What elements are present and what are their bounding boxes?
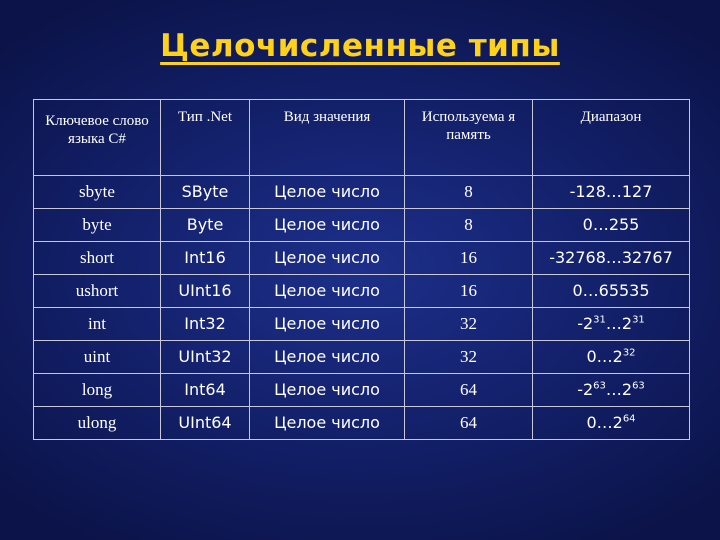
slide-title-text: Целочисленные типы	[160, 28, 560, 64]
cell-net-type: Int32	[161, 308, 250, 341]
range-sup: 31	[593, 314, 606, 326]
range-sup: 63	[593, 380, 606, 392]
range-base: -2	[577, 380, 594, 399]
cell-range	[533, 176, 690, 209]
cell-kind: Целое число	[250, 374, 405, 407]
cell-range	[533, 341, 690, 374]
cell-keyword: sbyte	[34, 176, 161, 209]
cell-net-type: Byte	[161, 209, 250, 242]
cell-kind: Целое число	[250, 308, 405, 341]
cell-keyword: int	[34, 308, 161, 341]
cell-memory: 64	[405, 407, 533, 440]
cell-keyword: ulong	[34, 407, 161, 440]
cell-net-type: SByte	[161, 176, 250, 209]
cell-range	[533, 407, 690, 440]
cell-memory: 16	[405, 242, 533, 275]
cell-net-type: Int16	[161, 242, 250, 275]
cell-range	[533, 308, 690, 341]
cell-range	[533, 374, 690, 407]
cell-memory: 8	[405, 176, 533, 209]
header-net-type: Тип .Net	[161, 100, 250, 176]
cell-memory: 32	[405, 308, 533, 341]
table-header-row	[34, 100, 690, 176]
integer-types-table	[33, 99, 690, 440]
cell-range	[533, 209, 690, 242]
range-base: 0…2	[586, 413, 623, 432]
cell-keyword: long	[34, 374, 161, 407]
cell-kind: Целое число	[250, 176, 405, 209]
header-range: Диапазон	[533, 100, 690, 176]
table-row	[34, 341, 690, 374]
table-body	[34, 176, 690, 440]
cell-keyword: uint	[34, 341, 161, 374]
cell-kind: Целое число	[250, 341, 405, 374]
table-row	[34, 176, 690, 209]
cell-kind: Целое число	[250, 209, 405, 242]
range-sup: 32	[622, 347, 636, 359]
range-base: -32768…32767	[549, 248, 673, 267]
cell-memory: 32	[405, 341, 533, 374]
range-sup: 64	[622, 413, 636, 425]
range-sup2: 63	[632, 380, 645, 392]
cell-range	[533, 242, 690, 275]
range-base: -2	[577, 314, 594, 333]
range-sup2: 31	[632, 314, 645, 326]
table-row	[34, 275, 690, 308]
range-mid: …2	[605, 380, 633, 399]
cell-range	[533, 275, 690, 308]
table-row	[34, 242, 690, 275]
cell-memory: 8	[405, 209, 533, 242]
cell-kind: Целое число	[250, 242, 405, 275]
cell-memory: 64	[405, 374, 533, 407]
cell-kind: Целое число	[250, 407, 405, 440]
cell-keyword: short	[34, 242, 161, 275]
cell-net-type: UInt32	[161, 341, 250, 374]
range-mid: …2	[605, 314, 633, 333]
cell-memory: 16	[405, 275, 533, 308]
cell-net-type: UInt64	[161, 407, 250, 440]
header-value-kind: Вид значения	[250, 100, 405, 176]
cell-net-type: UInt16	[161, 275, 250, 308]
table-row	[34, 407, 690, 440]
header-memory: Используема я память	[405, 100, 533, 176]
slide-title	[0, 28, 720, 64]
cell-net-type: Int64	[161, 374, 250, 407]
table-row	[34, 308, 690, 341]
header-keyword: Ключевое слово языка C#	[34, 100, 161, 176]
cell-kind: Целое число	[250, 275, 405, 308]
cell-keyword: ushort	[34, 275, 161, 308]
range-base: 0…255	[582, 215, 640, 234]
range-base: 0…2	[586, 347, 623, 366]
range-base: 0…65535	[572, 281, 650, 300]
range-base: -128…127	[569, 182, 653, 201]
table-row	[34, 374, 690, 407]
cell-keyword: byte	[34, 209, 161, 242]
table-row	[34, 209, 690, 242]
